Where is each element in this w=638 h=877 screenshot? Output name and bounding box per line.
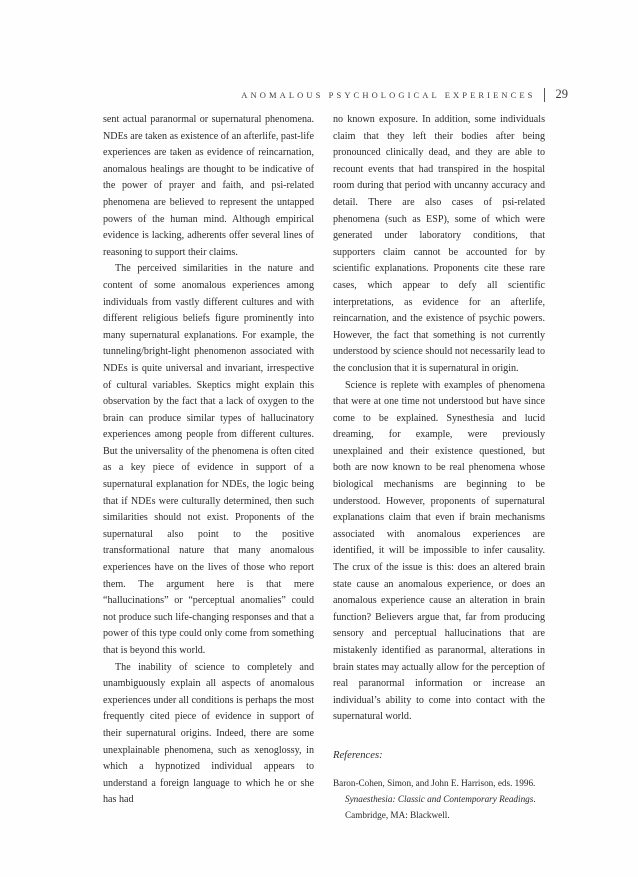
page-number: 29 <box>555 87 568 101</box>
running-head-title: ANOMALOUS PSYCHOLOGICAL EXPERIENCES <box>241 89 536 100</box>
running-head-divider <box>544 88 545 102</box>
paragraph: The inability of science to completely and unambiguously explain all aspects of anomalous experiences under all conditions is perhaps the most frequently cited piece of evidence in support of their supernatural origins. Indeed, there are some unexplainable phenomena, such as xenoglossy, in which a hypnotized individual appears to understand a foreign language to which he or she has had <box>103 661 314 806</box>
right-column <box>333 112 545 823</box>
reference-entry <box>333 775 545 823</box>
running-head <box>241 87 568 102</box>
left-column <box>103 112 314 809</box>
paragraph: The perceived similarities in the nature and content of some anomalous experiences among individuals from vastly different cultures and with different religious beliefs figure prominently into many supernatural explanations. For example, the tunneling/bright-light phenomenon associated with NDEs is quite universal and invariant, irrespective of cultural variables. Skeptics might explain this observation by the fact that a lack of oxygen to the brain can produce similar types of hallucinatory experiences among people from different cultures. But the universality of the phenomena is often cited as a key piece of evidence in support of a supernatural explanation for NDEs, the logic being that if NDEs were culturally determined, then such similarities should not exist. Proponents of the supernatural also point to the positive transformational nature that many anomalous experiences have on the lives of those who report them. The argument here is that mere “hallucinations” or “perceptual anomalies” could not produce such life-changing responses and that a power of this type could only come from something that is beyond this world. <box>103 263 314 656</box>
paragraph: Science is replete with examples of phenomena that were at one time not understood but have since come to be explained. Synesthesia and lucid dreaming, for example, were previously unexplained and their existence questioned, but both are now known to be real phenomena whose biological mechanisms are beginning to be understood. However, proponents of supernatural explanations claim that even if brain mechanisms associated with anomalous experiences are identified, it will be impossible to infer causality. The crux of the issue is this: does an altered brain state cause an anomalous experience, or does an anomalous experience cause an alteration in brain function? Believers argue that, far from producing sensory and perceptual hallucinations that are mistakenly identified as paranormal, alterations in brain states may actually allow for the perception of real paranormal information or increase an individual’s ability to come into contact with the supernatural world. <box>333 379 545 723</box>
paragraph: no known exposure. In addition, some individuals claim that they left their bodies after being pronounced clinically dead, and they are able to recount events that had transpired in the hospital room during that period with uncanny accuracy and detail. There are also cases of psi-related phenomena (such as ESP), some of which were generated under laboratory conditions, that supporters claim cannot be accounted for by scientific explanations. Proponents cite these rare cases, which appear to defy all scientific interpretations, as evidence for an afterlife, reincarnation, and the existence of psychic powers. However, the fact that something is not currently understood by science should not necessarily lead to the conclusion that it is supernatural in origin. <box>333 114 545 374</box>
reference-publisher: . Cambridge, MA: Blackwell. <box>345 793 536 820</box>
references-heading: References: <box>333 749 383 761</box>
reference-title: Synaesthesia: Classic and Contemporary Readings <box>345 793 534 804</box>
reference-authors: Baron-Cohen, Simon, and John E. Harrison, eds. 1996. <box>333 777 536 788</box>
paragraph: sent actual paranormal or supernatural phenomena. NDEs are taken as existence of an afterlife, past-life experiences are taken as evidence of reincarnation, anomalous healings are thought to be indicative of the power of prayer and faith, and psi-related phenomena are believed to represent the untapped powers of the human mind. Although empirical evidence is lacking, adherents offer several lines of reasoning to support their claims. <box>103 114 314 258</box>
